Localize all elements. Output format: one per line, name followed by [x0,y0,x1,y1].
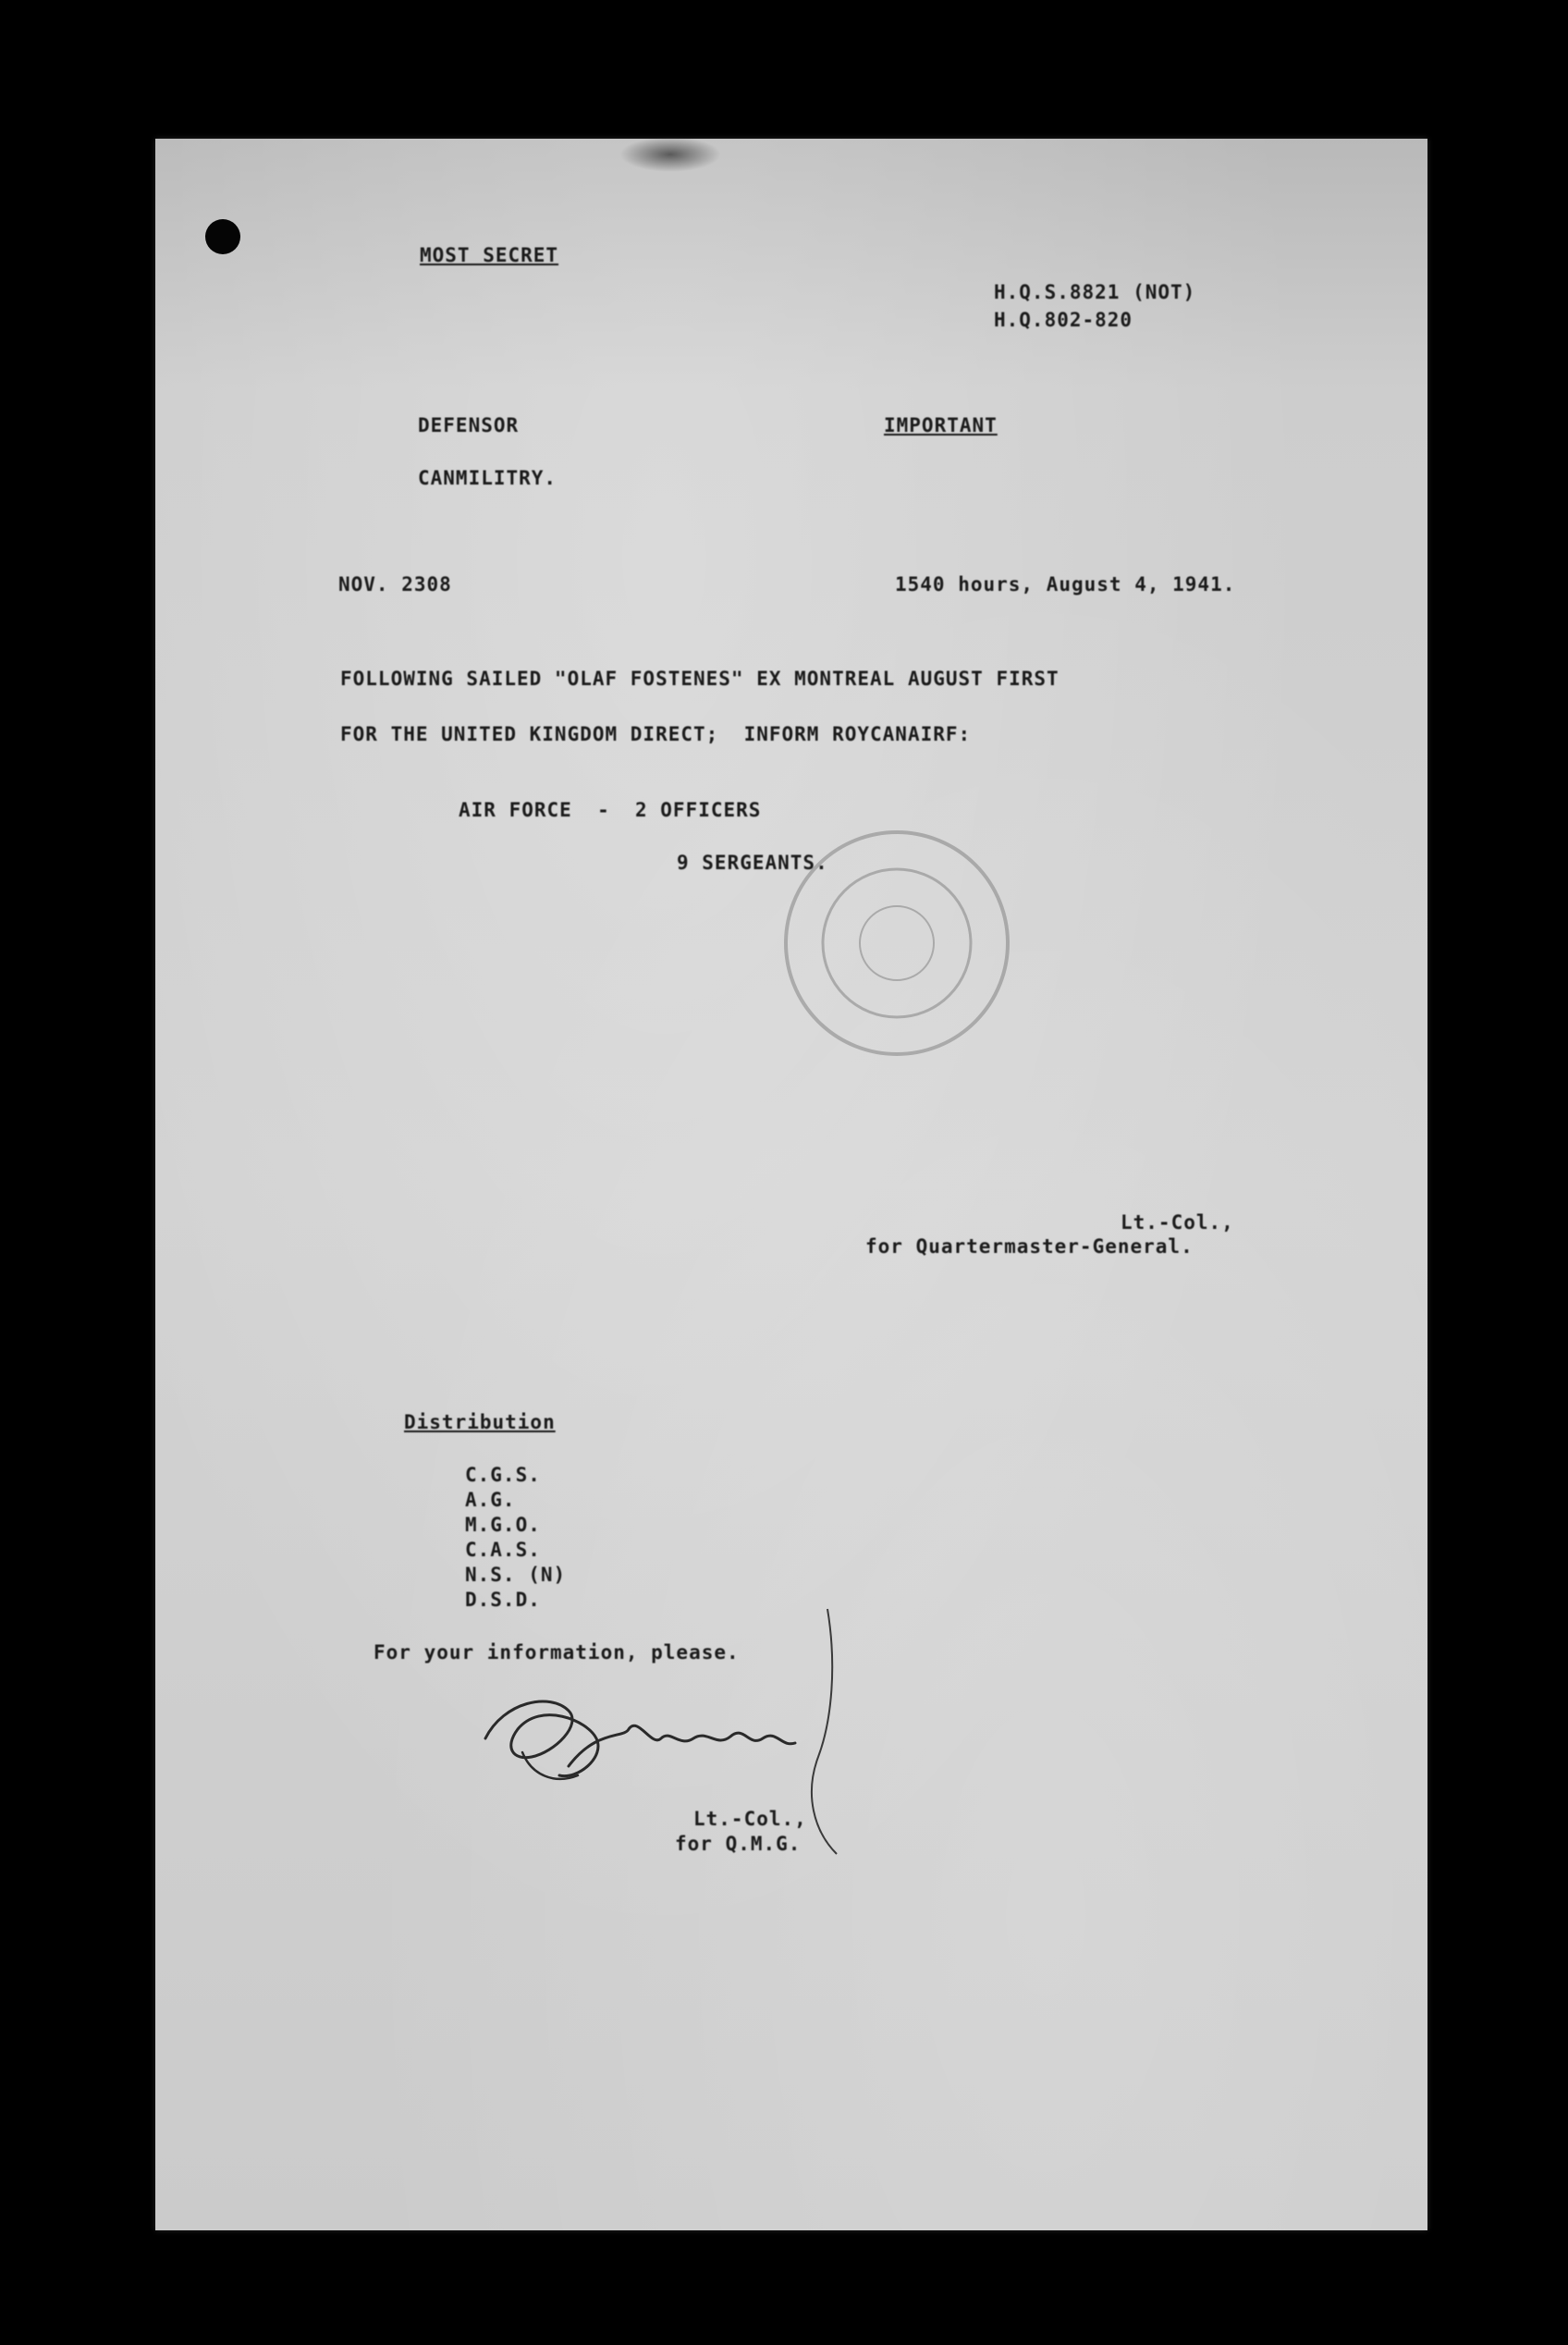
sender-code: DEFENSOR [418,414,520,436]
roster-air-force: AIR FORCE - 2 OFFICERS [459,799,762,821]
message-datetime: 1540 hours, August 4, 1941. [895,573,1236,595]
roster-sergeants: 9 SERGEANTS. [677,852,828,874]
file-reference-1: H.Q.S.8821 (NOT) [994,281,1196,303]
classification-header: MOST SECRET [420,244,559,266]
punch-hole [205,219,240,254]
document-page [155,139,1427,2230]
distribution-item: M.G.O. [465,1514,541,1536]
signature-rank-1: Lt.-Col., [1121,1211,1234,1234]
faded-stamp [758,804,1035,1082]
distribution-item: C.G.S. [465,1464,541,1486]
signature-rank-2: Lt.-Col., [693,1808,807,1830]
distribution-heading: Distribution [404,1411,556,1433]
file-reference-2: H.Q.802-820 [994,309,1133,331]
distribution-item: A.G. [465,1489,516,1511]
ink-smudge [619,137,721,172]
message-number: NOV. 2308 [338,573,452,595]
priority-marking: IMPORTANT [884,414,998,436]
recipient-code: CANMILITRY. [418,467,557,489]
signature-for-qmg-short: for Q.M.G. [675,1833,802,1855]
distribution-item: C.A.S. [465,1539,541,1561]
signature-for-qmg: for Quartermaster-General. [865,1235,1194,1258]
message-body-line-1: FOLLOWING SAILED "OLAF FOSTENES" EX MONTREAL AUGUST FIRST [340,668,1060,690]
fyi-note: For your information, please. [374,1641,740,1664]
distribution-item: D.S.D. [465,1589,541,1611]
distribution-item: N.S. (N) [465,1564,567,1586]
message-body-line-2: FOR THE UNITED KINGDOM DIRECT; INFORM ROYCANAIRF: [340,723,972,745]
